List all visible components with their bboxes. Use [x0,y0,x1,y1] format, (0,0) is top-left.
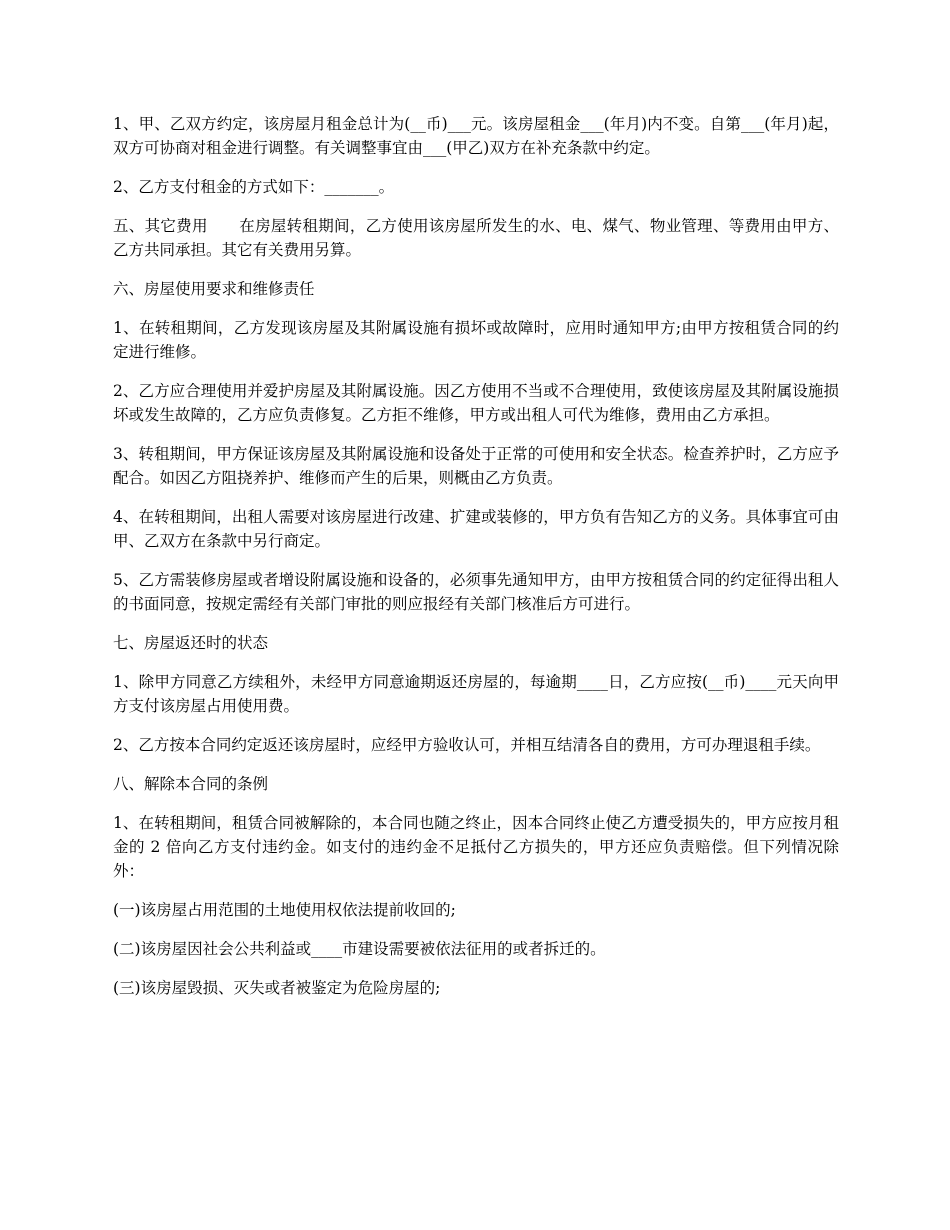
clause-rent-amount: 1、甲、乙双方约定，该房屋月租金总计为(__币)___元。该房屋租金___(年月)内不变。自第___(年月)起，双方可协商对租金进行调整。有关调整事宜由___(甲乙)双方在补充条款中约定。 [113,115,839,157]
document-body [113,112,839,1015]
clause-payment-method: 2、乙方支付租金的方式如下：_______。 [113,178,395,196]
section-heading-return-state: 七、房屋返还时的状态 [113,634,269,652]
section-other-fees: 五、其它费用 在房屋转租期间，乙方使用该房屋所发生的水、电、煤气、物业管理、等费用由甲方、乙方共同承担。其它有关费用另算。 [113,217,839,259]
clause-overdue-return: 1、除甲方同意乙方续租外，未经甲方同意逾期返还房屋的，每逾期____日，乙方应按(__币)____元天向甲方支付该房屋占用使用费。 [113,673,839,715]
exception-item-3: (三)该房屋毁损、灭失或者被鉴定为危险房屋的; [113,979,441,997]
clause-renovation-notice: 4、在转租期间，出租人需要对该房屋进行改建、扩建或装修的，甲方负有告知乙方的义务。具体事宜可由甲、乙双方在条款中另行商定。 [113,508,839,550]
clause-tenant-renovation: 5、乙方需装修房屋或者增设附属设施和设备的，必须事先通知甲方，由甲方按租赁合同的约定征得出租人的书面同意，按规定需经有关部门审批的则应报经有关部门核准后方可进行。 [113,571,839,613]
clause-return-inspection: 2、乙方按本合同约定返还该房屋时，应经甲方验收认可，并相互结清各自的费用，方可办理退租手续。 [113,736,821,754]
section-heading-termination: 八、解除本合同的条例 [113,775,269,793]
exception-item-2: (二)该房屋因社会公共利益或____市建设需要被依法征用的或者拆迁的。 [113,940,606,958]
section-heading-usage-repair: 六、房屋使用要求和维修责任 [113,280,315,298]
clause-proper-use: 2、乙方应合理使用并爱护房屋及其附属设施。因乙方使用不当或不合理使用，致使该房屋及其附属设施损坏或发生故障的，乙方应负责修复。乙方拒不维修，甲方或出租人可代为维修，费用由乙方承担。 [113,382,839,424]
clause-termination-penalty: 1、在转租期间，租赁合同被解除的，本合同也随之终止，因本合同终止使乙方遭受损失的，甲方应按月租金的 2 倍向乙方支付违约金。如支付的违约金不足抵付乙方损失的，甲方还应负责赔偿。但下列情况除外： [113,814,839,880]
exception-item-1: (一)该房屋占用范围的土地使用权依法提前收回的; [113,901,456,919]
clause-maintenance-guarantee: 3、转租期间，甲方保证该房屋及其附属设施和设备处于正常的可使用和安全状态。检查养护时，乙方应予配合。如因乙方阻挠养护、维修而产生的后果，则概由乙方负责。 [113,445,839,487]
clause-repair-notice: 1、在转租期间，乙方发现该房屋及其附属设施有损坏或故障时，应用时通知甲方;由甲方按租赁合同的约定进行维修。 [113,319,839,361]
